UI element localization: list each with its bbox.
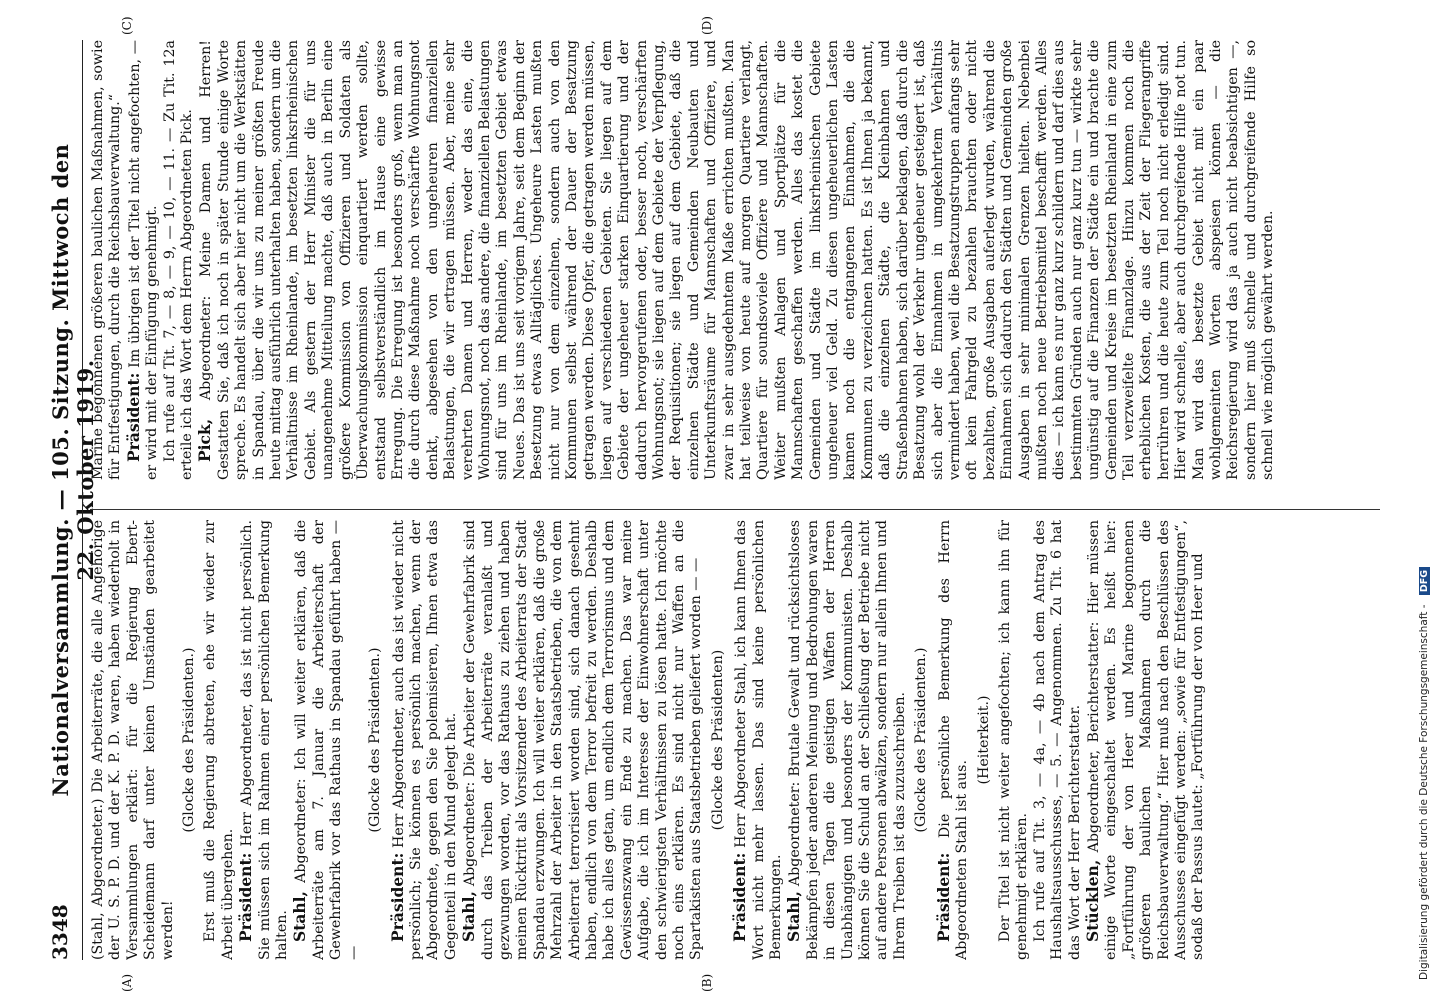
speaker-name: Stücklen, bbox=[1082, 859, 1102, 942]
margin-letter-b: (B) bbox=[700, 973, 714, 992]
left-paragraph bbox=[785, 520, 909, 960]
speaker-name: Pick, bbox=[195, 418, 215, 462]
speaker-name: Stahl, bbox=[459, 891, 479, 942]
digitization-note: Digitalisierung gefördert durch die Deutsche Forschungsgemeinschaft - bbox=[1418, 604, 1430, 980]
right-paragraph bbox=[90, 40, 125, 480]
paragraph-text: (Stahl, Abgeordneter.) Die Arbeiterräte, die alle Angehörige der U. S. P. D. und der K. P. D. waren, haben wiederholt in Versammlungen erklärt: für die Regierung Ebert-Scheidemann darf unter keinen Umständen gearbeitet werden! bbox=[90, 520, 176, 960]
left-paragraph bbox=[460, 520, 706, 960]
paragraph-text: (Heiterkeit.) bbox=[975, 695, 992, 785]
left-paragraph bbox=[367, 520, 384, 960]
digitization-sidebar bbox=[1418, 20, 1434, 980]
page-header bbox=[40, 40, 98, 960]
paragraph-text: (Glocke des Präsidenten.) bbox=[367, 647, 384, 833]
paragraph-text: Im übrigen ist der Titel nicht angefochten, — er wird mit der Einfügung genehmigt. bbox=[126, 40, 161, 480]
left-paragraph bbox=[731, 520, 785, 960]
paragraph-text: Marine begonnenen größeren baulichen Maßnahmen, sowie für Entfestigungen, durch die Reichsbauverwaltung.“ bbox=[90, 40, 124, 480]
left-paragraph bbox=[913, 520, 930, 960]
left-column bbox=[90, 520, 1380, 960]
left-paragraph bbox=[181, 520, 198, 960]
margin-letter-d: (D) bbox=[700, 16, 714, 35]
right-paragraph bbox=[125, 40, 162, 480]
paragraph-text: Herr Abgeordneter Stahl, ich kann Ihnen das Wort nicht mehr lassen. Das sind keine persönlichen Bemerkungen. bbox=[733, 520, 785, 960]
right-column bbox=[90, 40, 1380, 480]
paragraph-text: Abgeordneter: Die Arbeiter der Gewehrfabrik sind durch das Treiben der Arbeiterräte veranlaßt und gezwungen worden, vor das Rathaus zu ziehen und haben meinen Rücktritt als Vorsitzender des Arbeiterrats der Stadt Spandau erzwungen. Ich will weiter erklären, daß die große Mehrzahl der Arbeiter in den Staatsbetrieben, die von dem Arbeiterrat terrorisiert worden sind, sich danach gesehnt haben, endlich von dem Terror befreit zu werden. Deshalb habe ich alles getan, um endlich dem Terrorismus und dem Gewissenszwang ein Ende zu machen. Das war meine Aufgabe, die ich im Interesse der Einwohnerschaft unter den schwierigsten Verhältnissen zu lösen hatte. Ich möchte noch eins erklären. Es sind nicht nur Waffen an die Spartakisten aus Staatsbetrieben geliefert worden — — bbox=[462, 520, 705, 960]
left-paragraph bbox=[976, 520, 993, 960]
header-rule bbox=[82, 40, 83, 960]
left-paragraph bbox=[997, 520, 1032, 960]
column-rule bbox=[90, 509, 1380, 510]
paragraph-text: (Glocke des Präsidenten.) bbox=[913, 647, 930, 833]
left-paragraph bbox=[1084, 520, 1208, 960]
paragraph-text: (Glocke des Präsidenten.) bbox=[181, 647, 198, 833]
paragraph-text: Ich rufe auf Tit. 7, — 8, — 9, — 10, — 11. — Zu Tit. 12a erteile ich das Wort dem Herrn Abgeordneten Pick. bbox=[161, 40, 196, 480]
paragraph-text: Die persönliche Bemerkung des Herrn Abgeordneten Stahl ist aus. bbox=[936, 520, 971, 960]
margin-letter-a: (A) bbox=[120, 973, 134, 992]
left-paragraph bbox=[202, 520, 237, 960]
speaker-name: Präsident: bbox=[730, 852, 750, 942]
speaker-name: Stahl, bbox=[290, 891, 310, 942]
left-paragraph bbox=[710, 520, 727, 960]
speaker-name: Stahl, bbox=[784, 891, 804, 942]
page-title: Nationalversammlung. — 105. Sitzung. Mittwoch den 22. Oktober 1919. bbox=[48, 143, 98, 797]
paragraph-text: Abgeordneter: Ich will weiter erklären, daß die Arbeiterräte am 7. Januar die Arbeiterschaft der Gewehrfabrik vor das Rathaus in Spandau geführt haben — — bbox=[293, 520, 362, 960]
paragraph-text: Herr Abgeordneter, auch das ist wieder nicht persönlich; Sie können es persönlich machen, wenn der Abgeordnete, gegen den Sie polemisieren, Ihnen etwa das Gegenteil in den Mund gelegt hat. bbox=[390, 520, 459, 960]
speaker-name: Präsident: bbox=[123, 372, 143, 462]
paragraph-text: (Glocke des Präsidenten) bbox=[709, 649, 726, 831]
paragraph-text: Abgeordneter, Berichterstatter: Hier müssen einige Worte eingeschaltet werden. Es heißt hier: „Fortführung der von Heer und Marine begonnenen größeren baulichen Maßnahmen durch die Reichsbauverwaltung.“ Hier muß nach den Beschlüssen des Ausschusses eingefügt werden: „sowie für Entfestigungen“, sodaß der Passus lautet: „Fortführung der von Heer und bbox=[1085, 520, 1207, 960]
paragraph-text: Erst muß die Regierung abtreten, ehe wir wieder zur Arbeit übergehen. bbox=[202, 520, 236, 960]
left-paragraph bbox=[90, 520, 177, 960]
left-paragraph bbox=[389, 520, 461, 960]
speaker-name: Präsident: bbox=[933, 852, 953, 942]
paragraph-text: Abgeordneter: Meine Damen und Herren! Gestatten Sie, daß ich noch in später Stunde einige Worte spreche. Es handelt sich aber hier nicht um die Werkstätten in Spandau, über die wir uns zu meiner größten Freude heute mittag ausführlich unterhalten haben, sondern um die Verhältnisse im Rheinlande, im besetzten linksrheinischen Gebiet. Als gestern der Herr Minister die für uns unangenehme Mitteilung machte, daß auch in Berlin eine größere Kommission von Offizieren und Soldaten als Überwachungskommission einquartiert werden sollte, entstand selbstverständlich im Hause eine gewisse Erregung. Die Erregung ist besonders groß, wenn man an die durch diese Maßnahme noch verschärfte Wohnungsnot denkt, abgesehen von den ungeheuren finanziellen Belastungen, die wir ertragen müssen. Aber, meine sehr verehrten Damen und Herren, weder das eine, die Wohnungsnot, noch das andere, die finanziellen Belastungen sind für uns im Rheinlande, im besetzten Gebiet etwas Neues. Das ist uns seit vorigem Jahre, seit dem Beginn der Besetzung etwas Alltägliches. Ungeheure Lasten mußten nicht nur von dem einzelnen, sondern auch von den Kommunen selbst während der Dauer der Besatzung getragen werden. Diese Opfer, die getragen werden müssen, liegen auf verschiedenen Gebieten. Sie liegen auf dem Gebiete der ungeheuer starken Einquartierung und der dadurch hervorgerufenen oder, besser noch, verschärften Wohnungsnot; sie liegen auf dem Gebiete der Verpflegung, der Requisitionen; sie liegen auf dem Gebiete, daß die einzelnen Städte und Gemeinden Neubauten und Unterkunftsräume für Mannschaften und Offiziere, und zwar in sehr ausgedehntem Maße errichten mußten. Man hat teilweise von heute auf morgen Quartiere verlangt, Quartiere für soundsoviele Offiziere und Mannschaften. Weiter mußten Anlagen und Sportplätze für die Mannschaften geschaffen werden. Alles das kostet die Gemeinden und Städte im linksrheinischen Gebiete ungeheuer viel Geld. Zu diesen ungeheuerlichen Lasten kamen noch die entgangenen Einnahmen, die die Kommunen zu verzeichnen hatten. Es ist Ihnen ja bekannt, daß die einzelnen Städte, die Kleinbahnen und Straßenbahnen haben, sich darüber beklagen, daß durch die Besatzung wohl der Verkehr ungeheuer gesteigert ist, daß sich aber die Einnahmen in umgekehrtem Verhältnis vermindert haben, weil die Besatzungstruppen anfangs sehr oft kein Fahrgeld zu bezahlen brauchten oder nicht bezahlten, große Ausgaben auferlegt wurden, während die Einnahmen sich dadurch den Städten und Gemeinden große Ausgaben in sehr minimalen Grenzen hielten. Nebenbei mußten noch neue Betriebsmittel beschafft werden. Alles dies — ich kann es nur ganz kurz schildern und darf dies aus bestimmten Gründen auch nur ganz kurz tun — wirkte sehr ungünstig auf die Finanzen der Städte ein und brachte die Gemeinden und Kreise im besetzten Rheinland in eine zum Teil verzweifelte Finanzlage. Hinzu kommen noch die erheblichen Kosten, die aus der Zeit der Fliegerangriffe herrühren und die heute zum Teil noch nicht erledigt sind. Hier wird schnelle, aber auch durchgreifende Hilfe not tun. Man wird das besetzte Gebiet nicht mit ein paar wohlgemeinten Worten abspeisen können — die Reichsregierung wird das ja auch nicht beabsichtigen —, sondern hier muß schnelle und durchgreifende Hilfe so schnell wie möglich gewährt werden. bbox=[198, 40, 1277, 480]
speaker-name: Präsident: bbox=[236, 852, 256, 942]
right-paragraph bbox=[162, 40, 197, 480]
left-paragraph bbox=[291, 520, 363, 960]
left-paragraph bbox=[935, 520, 972, 960]
paragraph-text: Abgeordneter: Brutale Gewalt und rücksichtsloses Bekämpfen jeder anderen Meinung und Bedrohungen waren in diesen Tagen die geistigen Waffen der Herren Unabhängigen und besonders der Kommunisten. Deshalb können Sie die Schuld an der Schließung der Betriebe nicht auf andere Personen abwälzen, sondern nur allein Ihnen und Ihrem Treiben ist das zuzuschreiben. bbox=[787, 520, 908, 960]
page-number: 3348 bbox=[48, 904, 72, 960]
left-paragraph bbox=[237, 520, 291, 960]
paragraph-text: Herr Abgeordneter, das ist nicht persönlich. Sie müssen sich im Rahmen einer persönlichen Bemerkung halten. bbox=[239, 520, 291, 960]
margin-letter-c: (C) bbox=[120, 16, 134, 35]
paragraph-text: Der Titel ist nicht weiter angefochten; ich kann ihn für genehmigt erklären. bbox=[996, 520, 1031, 960]
paragraph-text: Ich rufe auf Tit. 3, — 4a, — 4b nach dem Antrag des Haushaltsausschusses, — 5. — Angenommen. Zu Tit. 6 hat das Wort der Herr Berichterstatter. bbox=[1031, 520, 1083, 960]
right-paragraph bbox=[196, 40, 1277, 480]
left-paragraph bbox=[1032, 520, 1084, 960]
speaker-name: Präsident: bbox=[387, 852, 407, 942]
dfg-logo: DFG bbox=[1419, 567, 1430, 595]
